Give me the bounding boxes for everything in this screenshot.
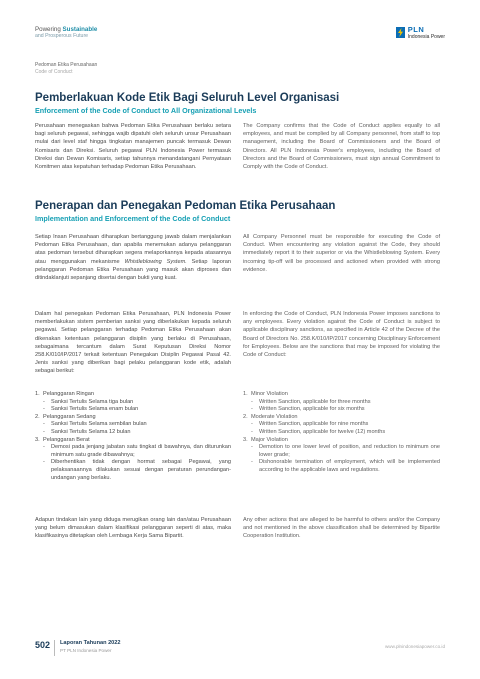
section-2-left-para1 [35, 233, 231, 282]
tagline-sub: and Prosperous Future [35, 33, 89, 39]
list-item: - Written Sanction, applicable for three months [251, 398, 371, 405]
list-item: - Written Sanction, applicable for six months [251, 406, 365, 413]
sanction-list-en [243, 391, 440, 475]
section-2-left-para2 [35, 310, 231, 376]
section-2-left-para2-text: Dalam hal penegakan Pedoman Etika Perusahaan, PLN Indonesia Power memberlakukan sistem pemberian sanksi yang diberlakukan kepada seluruh pegawai. Setiap pelanggaran terhadap Pedoman Etika Perusahaan akan dikenakan ketentuan pelanggaran disiplin yang berlaku di Perusahaan, sebagaimana tercantum dalam Surat Keputusan Direksi Nomor 258.K/010/IP/2017 terkait ketentuan Penegakan Disiplin Pegawai Pasal 42. Jenis sanksi yang diberikan bagi pelaku pelanggaran kode etik, adalah sebagai berikut: [35, 311, 231, 375]
page-footer [35, 640, 445, 660]
footer-divider [54, 640, 55, 656]
breadcrumb-en: Code of Conduct [35, 68, 73, 75]
pln-logo-text [408, 26, 445, 40]
list-item: 3. Major Violation [243, 436, 288, 443]
report-sub: PT PLN Indonesia Power [60, 648, 112, 653]
section-1-left-text [35, 122, 231, 171]
list-item: - Sanksi Tertulis Selama 12 bulan [43, 428, 131, 435]
list-item: - Sanksi Tertulis Selama sembilan bulan [43, 421, 147, 428]
list-item: 2. Pelanggaran Sedang [35, 413, 96, 420]
tagline [35, 26, 97, 40]
pln-logo [396, 26, 445, 40]
section-2-left-para1-b: Setiap laporan pelanggaran Pedoman Etika Perusahaan yang masuk akan diproses dan ditindaklanjuti sepanjang disertai dengan bukti yang kuat. [35, 258, 231, 282]
whistleblowing-term: Whistleblowing System. [124, 258, 187, 265]
section-2-left-para3-text: Adapun tindakan lain yang diduga merugikan orang lain dan/atau Perusahaan yang belum dimasukan dalam klasifikasi pelanggaran seperti di atas, maka klasifikasinya ditetapkan oleh Lembaga Kerja Sama Bipartit. [35, 517, 231, 540]
list-item: - Sanksi Tertulis Selama enam bulan [43, 406, 139, 413]
tagline-highlight: Sustainable [62, 26, 98, 33]
breadcrumb [35, 62, 97, 75]
sanction-list-id [35, 391, 231, 482]
section-2-subtitle: Implementation and Enforcement of the Code of Conduct [35, 214, 231, 223]
pln-logo-name: PLN [407, 25, 425, 34]
page-header [35, 26, 445, 48]
page-number: 502 [35, 640, 51, 650]
pln-logo-sub: Indonesia Power [407, 34, 445, 40]
section-2-right-para1 [243, 233, 440, 274]
list-item: - Written Sanction, applicable for twelve (12) months [251, 428, 386, 435]
list-item: - Sanksi Tertulis Selama tiga bulan [43, 398, 134, 405]
section-2-left-para1-a: Setiap Insan Perusahaan diharapkan bertanggung jawab dalam menjalankan Pedoman Etika Perusahaan, dan apabila menemukan adanya pelanggaran atas pedoman tersebut diharapkan segera melaporkannya kepada atasannya atau menggunakan mekanisme [35, 234, 231, 265]
section-2-right-para3-text: Any other actions that are alleged to be harmful to others and/or the Company and not mentioned in the above classification shall be determined by Bipartite Cooperation Institution. [243, 517, 440, 540]
section-2-right-para2 [243, 310, 440, 359]
tagline-prefix: Powering [35, 26, 61, 33]
section-1-subtitle: Enforcement of the Code of Conduct to All Organizational Levels [35, 106, 257, 115]
report-title: Laporan Tahunan 2022 [60, 640, 121, 646]
section-2-right-para1-text: All Company Personnel must be responsible for executing the Code of Conduct. When encountering any violation against the Code, they should immediately report it to their superior or via the Whistleblowing System. Every incoming tip-off will be processed and actioned when provided with strong evidence. [243, 234, 440, 273]
list-item: - Written Sanction, applicable for nine months [251, 421, 369, 428]
list-item: 2. Moderate Violation [243, 413, 298, 420]
section-1-right-para: The Company confirms that the Code of Conduct applies equally to all employees, and must be complied by all Company personnel, from staff to top management, including the Board of Commissioners and the Board of Directors. All PLN Indonesia Power's employees, including the Board of Directors and the Board of Commissioners, must sign annual Commitment to Comply with the Code of Conduct. [243, 123, 440, 171]
list-item: - Dishonorable termination of employment, which will be implemented according to the applicable laws and regulations. [251, 459, 440, 473]
section-1-left-para: Perusahaan menegaskan bahwa Pedoman Etika Perusahaan berlaku setara bagi seluruh pegawai, sehingga wajib dipatuhi oleh seluruh unsur Perusahaan mulai dari level staf hingga tingkatan manajemen puncak termasuk Dewan Komisaris dan Direksi. Seluruh pegawai PLN Indonesia Power termasuk Direksi dan Dewan Komisaris, setiap tahunnya menandatangani Pernyataan Komitmen atas kepatuhan terhadap Pedoman Etika Perusahaan. [35, 123, 231, 171]
list-item: - Demosi pada jenjang jabatan satu tingkat di bawahnya, dan diturunkan minimum satu grade dibawahnya; [43, 444, 231, 458]
report-title-block [60, 640, 121, 654]
section-2-left-para3 [35, 516, 231, 541]
lightning-bolt-icon [396, 27, 405, 38]
section-2-right-para2-text: In enforcing the Code of Conduct, PLN Indonesia Power imposes sanctions to any employees. Every violation against the Code of Conduct is subject to applicable disciplinary sanctions, as specified in Article 42 of the Decree of the Board of Directors No. 258.K/010/IP/2017 concerning Disciplinary Enforcement for Employees. Below are the sanctions that may be imposed for violating the Code of Conduct: [243, 311, 440, 359]
section-1-right-text [243, 122, 440, 171]
website-link[interactable]: www.plnindonesiapower.co.id [384, 644, 445, 649]
section-1-title: Pemberlakuan Kode Etik Bagi Seluruh Level Organisasi [35, 92, 340, 104]
breadcrumb-id: Pedoman Etika Perusahaan [35, 62, 98, 68]
list-item: - Diberhentikan tidak dengan hormat sebagai Pegawai, yang pelaksanaannya dilakukan sesuai dengan peraturan perundangan-undangan yang berlaku. [43, 459, 231, 481]
list-item: 1. Pelanggaran Ringan [35, 391, 95, 397]
section-2-title: Penerapan dan Penegakan Pedoman Etika Perusahaan [35, 200, 336, 212]
list-item: - Demotion to one lower level of position, and reduction to minimum one lower grade; [251, 444, 440, 458]
list-item: 3. Pelanggaran Berat [35, 436, 90, 443]
list-item: 1. Minor Violation [243, 391, 288, 397]
section-2-right-para3 [243, 516, 440, 541]
